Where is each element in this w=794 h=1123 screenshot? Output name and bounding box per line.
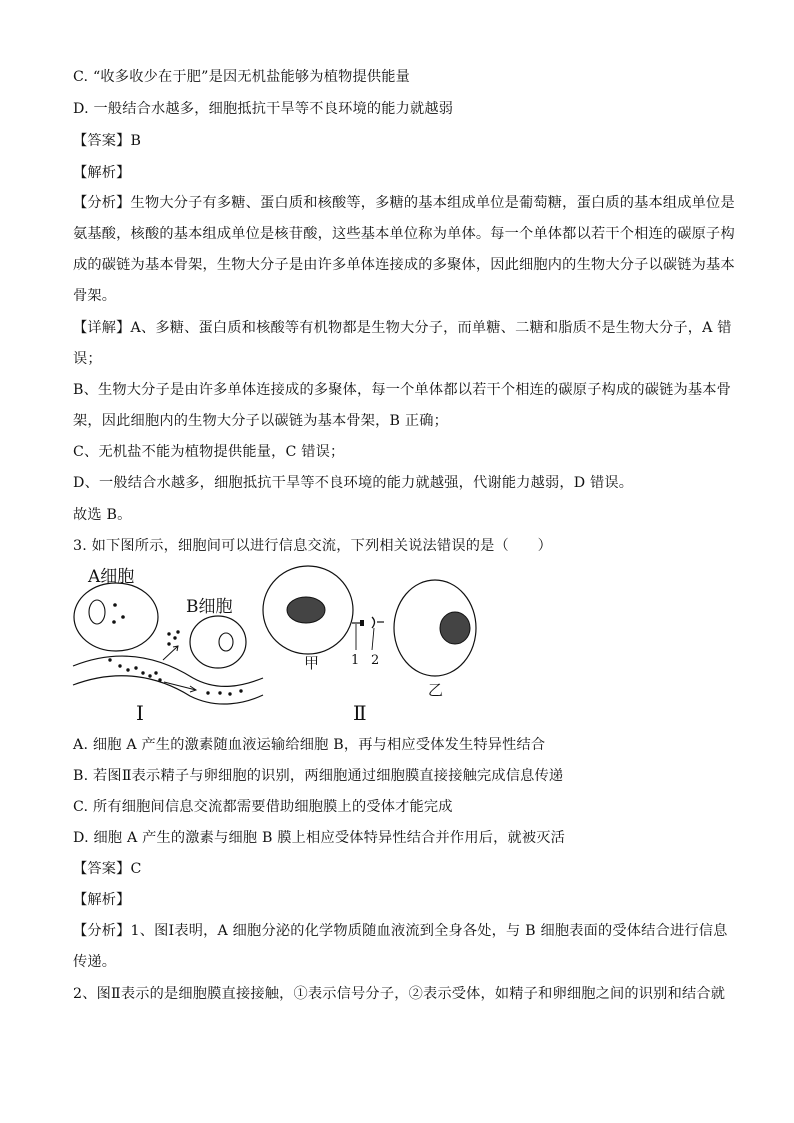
option-c: C. 所有细胞间信息交流都需要借助细胞膜上的受体才能完成: [73, 799, 453, 815]
cell-a: [74, 583, 158, 651]
analysis-text: 骨架。: [73, 288, 117, 304]
detail-text: 架，因此细胞内的生物大分子以碳链为基本骨架，B 正确；: [73, 413, 449, 429]
label-2: 2: [371, 653, 380, 668]
receptor: [372, 617, 375, 628]
panel-2-label: Ⅱ: [353, 701, 367, 725]
analysis-text: 成的碳链为基本骨架，生物大分子是由许多单体连接成的多聚体，因此细胞内的生物大分子以碳链为基本: [73, 257, 735, 273]
option-d-line: D. 一般结合水越多，细胞抵抗干旱等不良环境的能力就越弱: [73, 101, 454, 117]
detail-text: C、无机盐不能为植物提供能量，C 错误；: [73, 444, 345, 460]
detail-text: 误；: [73, 351, 102, 367]
detail-text: B、生物大分子是由许多单体连接成的多聚体，每一个单体都以若干个相连的碳原子构成的碳链为基本骨: [73, 382, 732, 398]
cell-b: [190, 616, 246, 668]
option-d: D. 细胞 A 产生的激素与细胞 B 膜上相应受体特异性结合并作用后，就被灭活: [73, 830, 566, 846]
analysis-text: 【分析】生物大分子有多糖、蛋白质和核酸等，多糖的基本组成单位是葡萄糖，蛋白质的基本组成单位是: [73, 195, 735, 211]
answer-line: 【答案】C: [73, 861, 142, 877]
analysis-text: 氨基酸，核酸的基本组成单位是核苷酸，这些基本单位称为单体。每一个单体都以若干个相连的碳原子构: [73, 226, 735, 242]
blood-vessel-top: [73, 656, 263, 686]
cell-a-label: A细胞: [88, 567, 135, 587]
cell-b-label: B细胞: [186, 597, 233, 617]
panel-1-label: Ⅰ: [136, 701, 144, 725]
cell-a-nucleus: [89, 600, 105, 624]
option-a: A. 细胞 A 产生的激素随血液运输给细胞 B，再与相应受体发生特异性结合: [73, 737, 546, 753]
jia-label: 甲: [304, 654, 320, 672]
cell-b-nucleus: [219, 633, 233, 651]
blood-vessel-bottom: [73, 676, 263, 704]
yi-label: 乙: [428, 681, 444, 699]
analysis-text: 传递。: [73, 954, 117, 970]
label-1: 1: [351, 653, 360, 668]
analysis-header: 【解析】: [73, 165, 131, 181]
question-3-stem: 3. 如下图所示，细胞间可以进行信息交流，下列相关说法错误的是（ ）: [73, 538, 553, 554]
signal-molecule: [360, 620, 364, 626]
cell-jia-nucleus: [287, 597, 325, 623]
option-c-line: C. “收多收少在于肥”是因无机盐能够为植物提供能量: [73, 69, 411, 85]
cell-yi-nucleus: [440, 612, 470, 644]
analysis-header: 【解析】: [73, 892, 131, 908]
option-b: B. 若图Ⅱ表示精子与卵细胞的识别，两细胞通过细胞膜直接接触完成信息传递: [73, 768, 564, 784]
analysis-text: 2、图Ⅱ表示的是细胞膜直接接触，①表示信号分子，②表示受体，如精子和卵细胞之间的识别和结合就: [73, 986, 726, 1002]
detail-text: 【详解】A、多糖、蛋白质和核酸等有机物都是生物大分子，而单糖、二糖和脂质不是生物大分子，A 错: [73, 320, 732, 336]
detail-text: D、一般结合水越多，细胞抵抗干旱等不良环境的能力就越强，代谢能力越弱，D 错误。: [73, 475, 634, 491]
analysis-text: 【分析】1、图Ⅰ表明，A 细胞分泌的化学物质随血液流到全身各处，与 B 细胞表面的受体结合进行信息: [73, 923, 728, 939]
panel-1: [73, 567, 263, 725]
cell-communication-figure: [68, 560, 488, 728]
panel-2: [263, 566, 476, 725]
answer-line: 【答案】B: [73, 133, 142, 149]
conclusion-line: 故选 B。: [73, 507, 132, 523]
